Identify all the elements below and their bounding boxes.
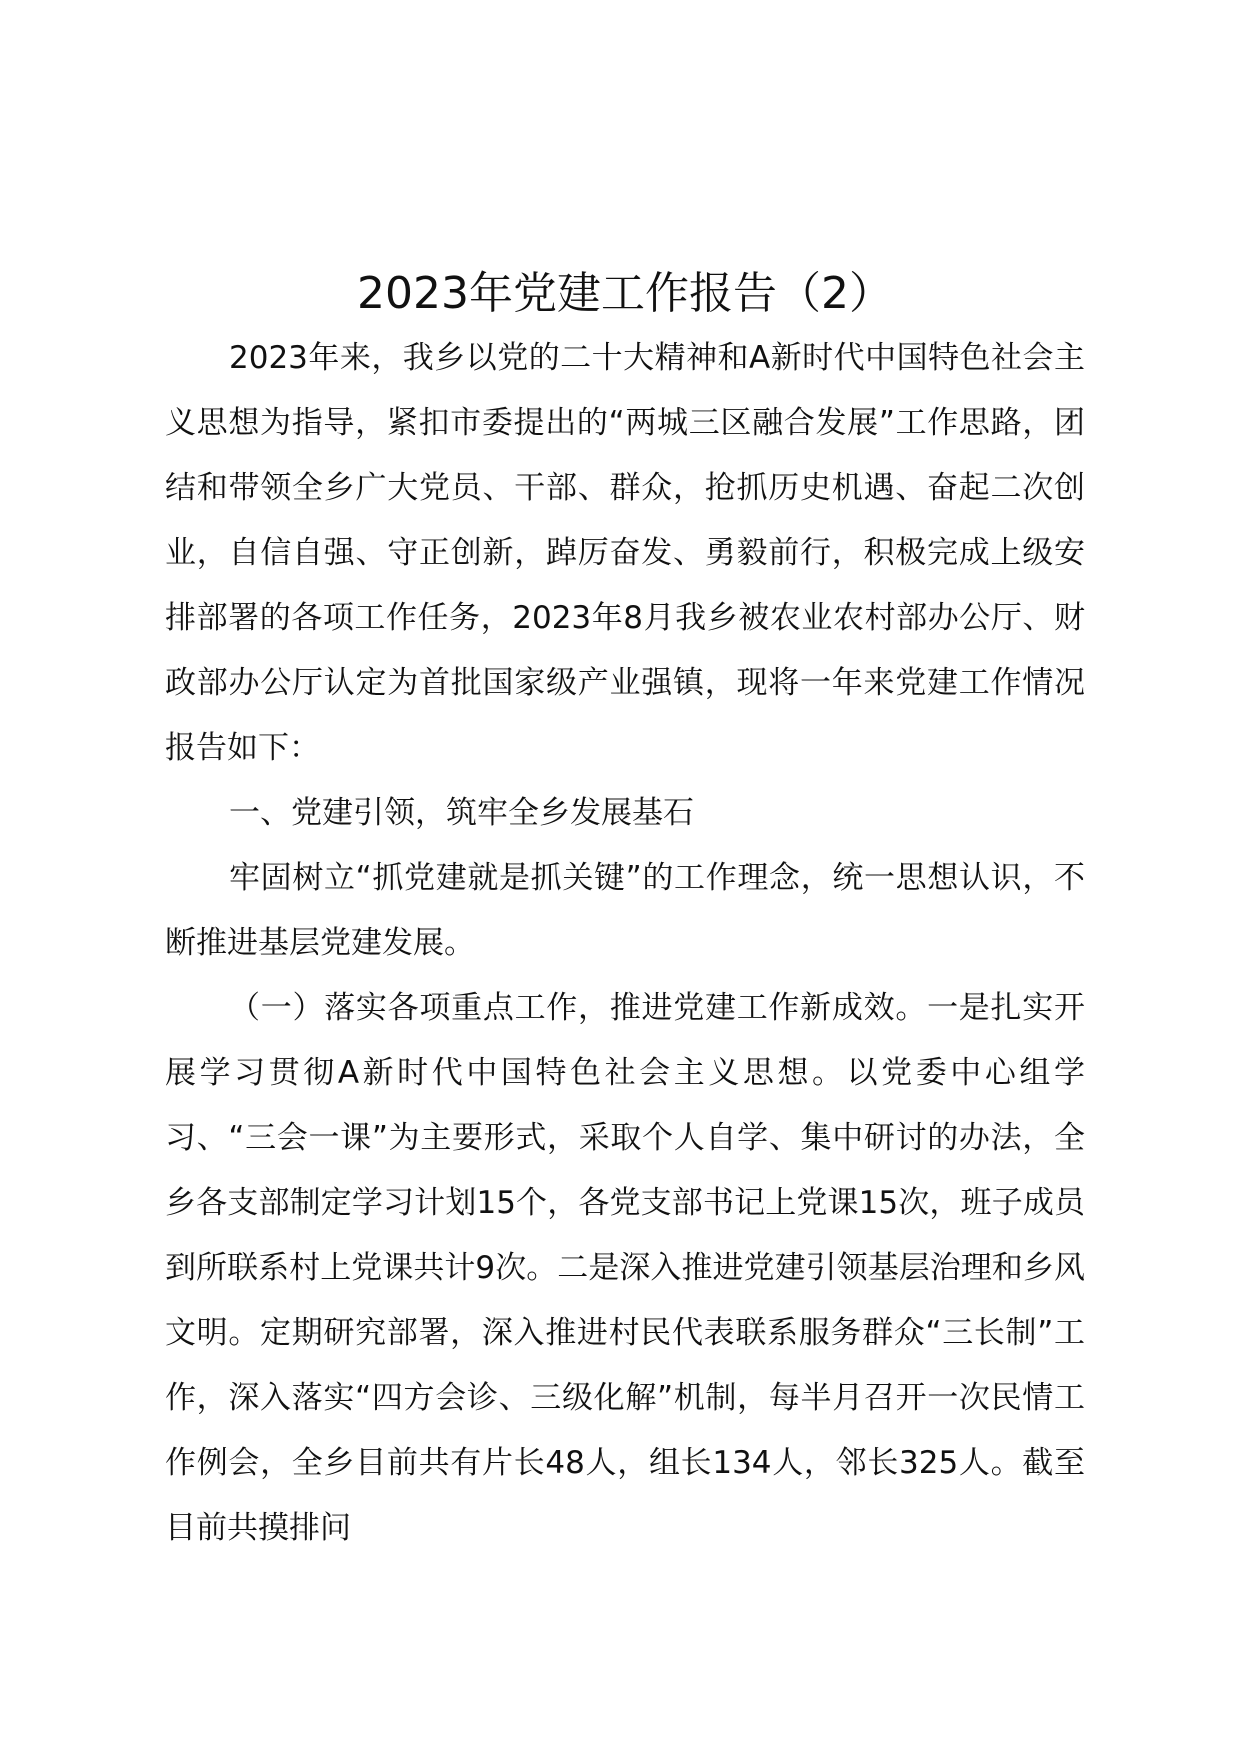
document-body	[165, 262, 1085, 1561]
document-title: 2023年党建工作报告（2）	[357, 268, 893, 319]
intro-paragraph: 2023年来，我乡以党的二十大精神和A新时代中国特色社会主义思想为指导，紧扣市委提出的“两城三区融合发展”工作思路，团结和带领全乡广大党员、干部、群众，抢抓历史机遇、奋起二次创业，自信自强、守正创新，踔厉奋发、勇毅前行，积极完成上级安排部署的各项工作任务，2023年8月我乡被农业农村部办公厅、财政部办公厅认定为首批国家级产业强镇，现将一年来党建工作情况报告如下：	[165, 340, 1085, 766]
section-heading-1: 一、党建引领，筑牢全乡发展基石	[229, 795, 694, 831]
subsection-1-paragraph: （一）落实各项重点工作，推进党建工作新成效。一是扎实开展学习贯彻A新时代中国特色社会主义思想。以党委中心组学习、“三会一课”为主要形式，采取个人自学、集中研讨的办法，全乡各支部制定学习计划15个，各党支部书记上党课15次，班子成员到所联系村上党课共计9次。二是深入推进党建引领基层治理和乡风文明。定期研究部署，深入推进村民代表联系服务群众“三长制”工作，深入落实“四方会诊、三级化解”机制，每半月召开一次民情工作例会，全乡目前共有片长48人，组长134人，邻长325人。截至目前共摸排问	[165, 990, 1085, 1546]
section-1-paragraph: 牢固树立“抓党建就是抓关键”的工作理念，统一思想认识，不断推进基层党建发展。	[165, 860, 1085, 961]
